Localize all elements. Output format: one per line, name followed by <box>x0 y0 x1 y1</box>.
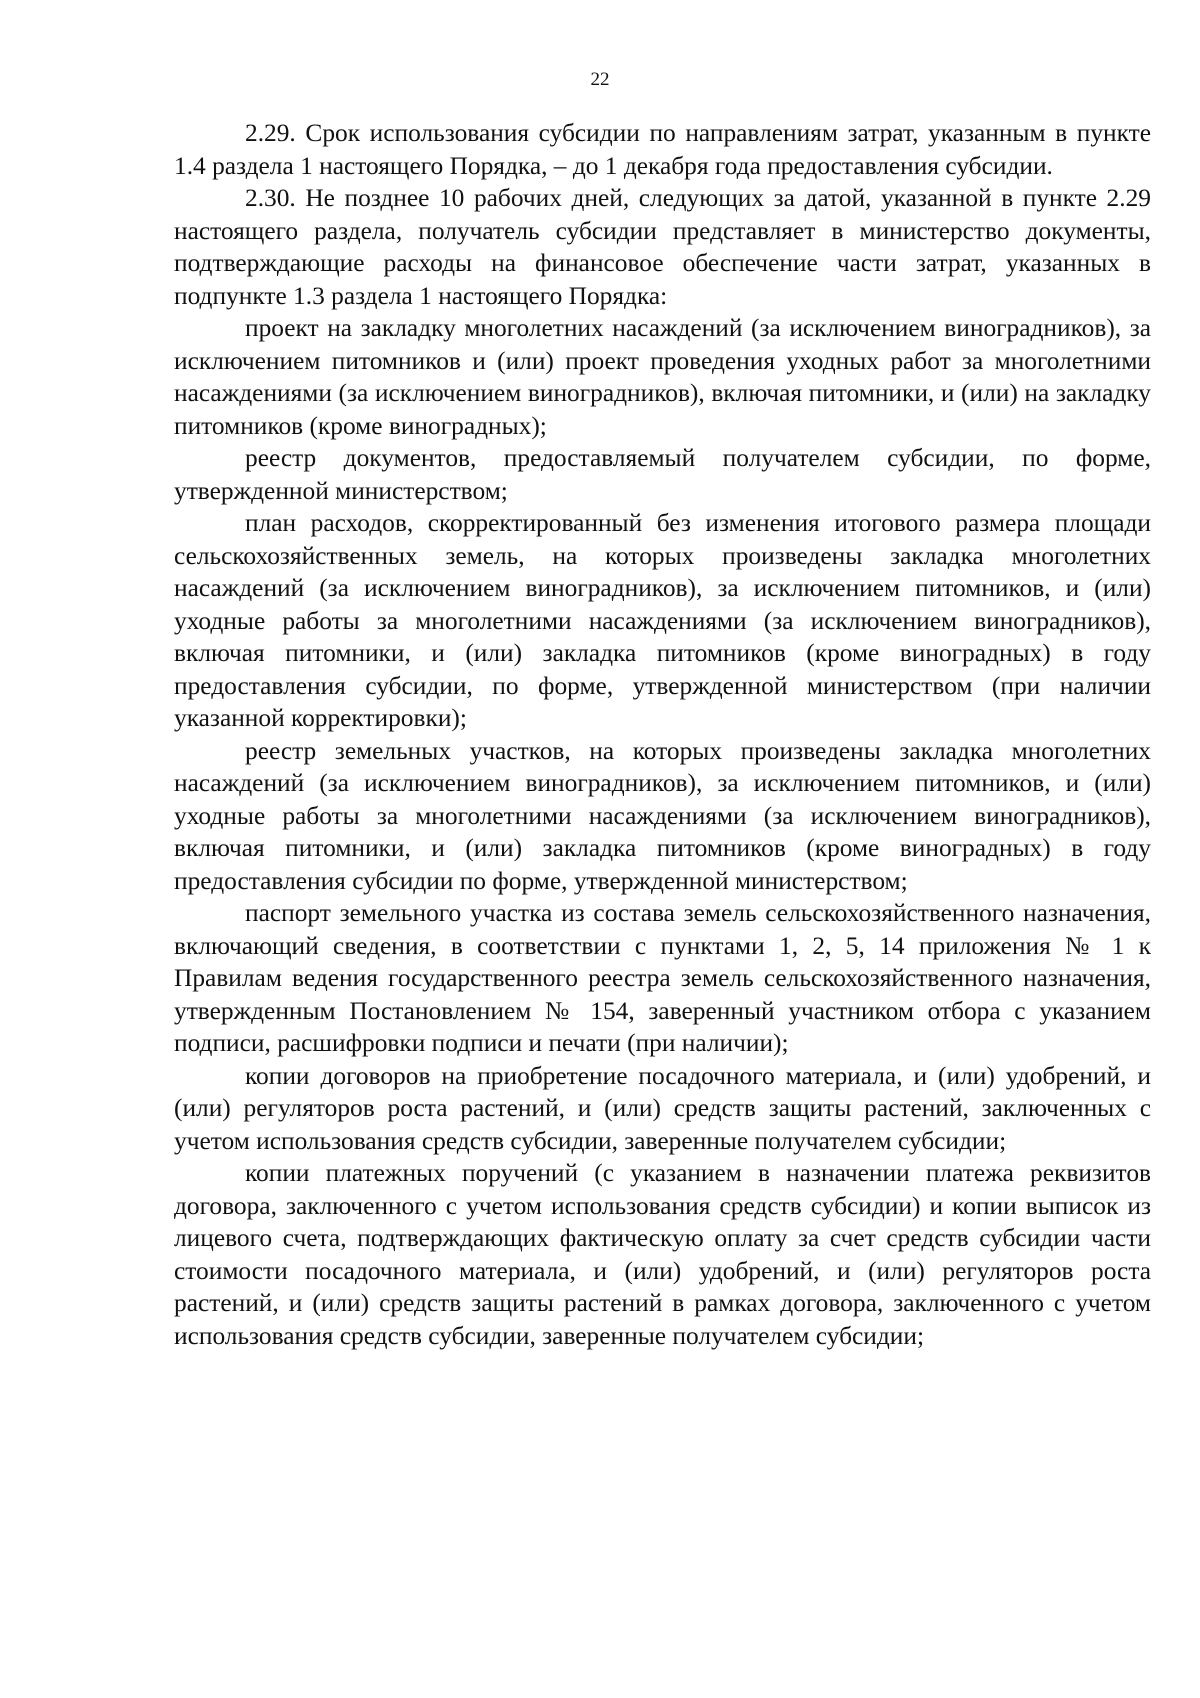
paragraph-2-29: 2.29. Срок использования субсидии по направлениям затрат, указанным в пункте 1.4 раздела 1 настоящего Порядка, – до 1 декабря года предоставления субсидии. <box>174 119 1151 180</box>
list-item-planting-project: проект на закладку многолетних насаждений (за исключением виноградников), за исключением питомников и (или) проект проведения уходных работ за многолетними насаждениями (за исключением виноградников), включая питомники, и (или) на закладку питомников (кроме виноградных); <box>174 314 1151 440</box>
page-number: 22 <box>590 69 610 90</box>
list-item-documents-registry: реестр документов, предоставляемый получателем субсидии, по форме, утвержденной министерством; <box>174 444 1151 505</box>
list-item-expense-plan: план расходов, скорректированный без изменения итогового размера площади сельскохозяйственных земель, на которых произведены закладка многолетних насаждений (за исключением виноградников), за исключением питомников, и (или) уходные работы за многолетними насаждениями (за исключением виноградников), включая питомники, и (или) закладка питомников (кроме виноградных) в году предоставления субсидии, по форме, утвержденной министерством (при наличии указанной корректировки); <box>174 509 1151 732</box>
list-item-land-plot-passport: паспорт земельного участка из состава земель сельскохозяйственного назначения, включающий сведения, в соответствии с пунктами 1, 2, 5, 14 приложения № 1 к Правилам ведения государственного реестра земель сельскохозяйственного назначения, утвержденным Постановлением № 154, заверенный участником отбора с указанием подписи, расшифровки подписи и печати (при наличии); <box>174 899 1151 1057</box>
list-item-contract-copies: копии договоров на приобретение посадочного материала, и (или) удобрений, и (или) регуляторов роста растений, и (или) средств защиты растений, заключенных с учетом использования средств субсидии, заверенные получателем субсидии; <box>174 1061 1151 1155</box>
document-body <box>174 117 1151 1352</box>
list-item-payment-order-copies: копии платежных поручений (с указанием в назначении платежа реквизитов договора, заключенного с учетом использования средств субсидии) и копии выписок из лицевого счета, подтверждающих фактическую оплату за счет средств субсидии части стоимости посадочного материала, и (или) удобрений, и (или) регуляторов роста растений, и (или) средств защиты растений в рамках договора, заключенного с учетом использования средств субсидии, заверенные получателем субсидии; <box>174 1159 1151 1350</box>
list-item-land-plots-registry: реестр земельных участков, на которых произведены закладка многолетних насаждений (за исключением виноградников), за исключением питомников, и (или) уходные работы за многолетними насаждениями (за исключением виноградников), включая питомники, и (или) закладка питомников (кроме виноградных) в году предоставления субсидии по форме, утвержденной министерством; <box>174 736 1151 895</box>
paragraph-2-30: 2.30. Не позднее 10 рабочих дней, следующих за датой, указанной в пункте 2.29 настоящего раздела, получатель субсидии представляет в министерство документы, подтверждающие расходы на финансовое обеспечение части затрат, указанных в подпункте 1.3 раздела 1 настоящего Порядка: <box>174 184 1151 310</box>
